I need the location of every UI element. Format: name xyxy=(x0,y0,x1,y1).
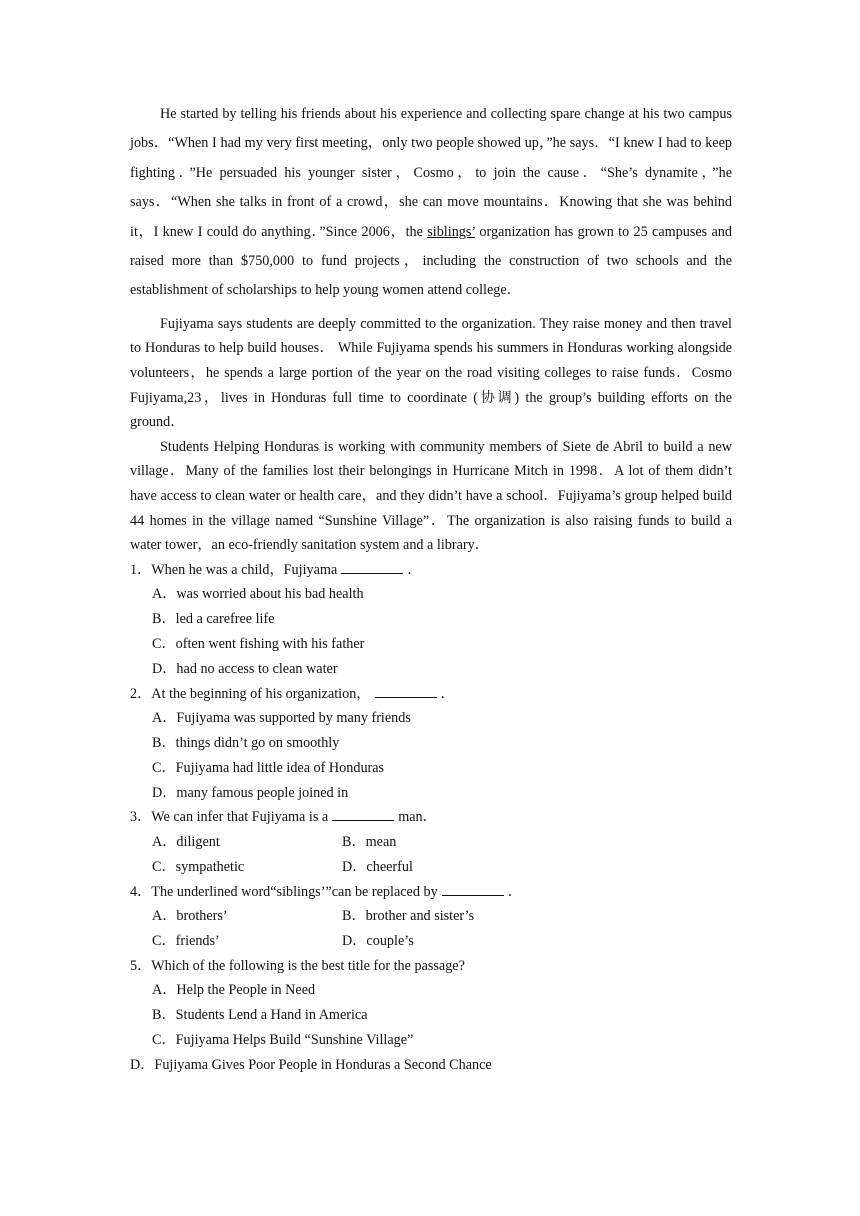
q3-options-row-1 xyxy=(130,830,732,855)
question-1-stem: 1．When he was a child，Fujiyama xyxy=(130,561,338,578)
question-4 xyxy=(130,880,732,905)
question-1 xyxy=(130,558,732,583)
q4-options-row-2 xyxy=(130,929,732,954)
q4-options-row-1 xyxy=(130,904,732,929)
q2-option-b: B．things didn’t go on smoothly xyxy=(152,734,340,751)
q3-option-d: D．cheerful xyxy=(342,858,413,875)
q1-option-d: D．had no access to clean water xyxy=(152,660,338,677)
q5-option-a: A．Help the People in Need xyxy=(152,982,316,999)
question-1-end: ． xyxy=(407,561,422,578)
q2-option-d: D．many famous people joined in xyxy=(152,784,349,801)
question-3-end: man． xyxy=(398,809,437,826)
q4-option-a: A．brothers’ xyxy=(152,908,228,925)
question-2 xyxy=(130,682,732,707)
q1-option-a: A．was worried about his bad health xyxy=(152,586,364,603)
question-4-stem: 4．The underlined word“siblings’”can be replaced by xyxy=(130,883,438,900)
underlined-word: siblings’ xyxy=(427,223,476,240)
paragraph-1-text-b: organization has grown to 25 campuses and raised more than $750,000 to fund projects，including the construction of two schools and the establishment of scholarships to help young women attend college． xyxy=(130,223,732,299)
document-page xyxy=(130,100,732,1078)
q1-option-b: B．led a carefree life xyxy=(152,611,275,628)
question-3 xyxy=(130,805,732,830)
paragraph-2: Fujiyama says students are deeply committed to the organization. They raise money and then travel to Honduras to help build houses． While Fujiyama spends his summers in Honduras working alongside volunteers，he spends a large portion of the year on the road visiting colleges to raise funds．Cosmo Fujiyama,23，lives in Honduras full time to coordinate (协调) the group’s building efforts on the ground． xyxy=(130,315,732,431)
q2-option-a: A．Fujiyama was supported by many friends xyxy=(152,710,411,727)
q4-option-c: C．friends’ xyxy=(152,932,220,949)
answer-blank xyxy=(341,559,403,574)
q3-options-row-2 xyxy=(130,855,732,880)
q4-option-d: D．couple’s xyxy=(342,932,414,949)
q5-option-b: B．Students Lend a Hand in America xyxy=(152,1007,368,1024)
paragraph-1-text-a: He started by telling his friends about his experience and collecting spare change at his two campus jobs．“When I had my very first meeting，only two people showed up，”he says．“I knew I had to keep fighting．”He persuaded his younger sister，Cosmo，to join the cause．“She’s dynamite，”he says．“When she talks in front of a crowd，she can move mountains．Knowing that she was behind it，I knew I could do anything．”Since 2006，the xyxy=(130,106,732,240)
q3-option-c: C．sympathetic xyxy=(152,858,245,875)
q3-option-a: A．diligent xyxy=(152,833,220,850)
paragraph-3: Students Helping Honduras is working with community members of Siete de Abril to build a new village．Many of the families lost their belongings in Hurricane Mitch in 1998．A lot of them didn’t have access to clean water or health care，and they didn’t have a school．Fujiyama’s group helped build 44 homes in the village named “Sunshine Village”．The organization is also raising funds to build a water tower，an eco-friendly sanitation system and a library． xyxy=(130,438,732,554)
q2-option-c: C．Fujiyama had little idea of Honduras xyxy=(152,759,385,776)
q4-option-b: B．brother and sister’s xyxy=(342,908,475,925)
question-2-end: ． xyxy=(440,685,455,702)
answer-blank xyxy=(375,683,437,698)
answer-blank xyxy=(332,806,394,821)
question-5: 5．Which of the following is the best title for the passage? xyxy=(130,957,465,974)
q5-option-d: D．Fujiyama Gives Poor People in Honduras a Second Chance xyxy=(130,1056,492,1073)
q3-option-b: B．mean xyxy=(342,833,397,850)
paragraph-1 xyxy=(130,100,732,306)
q5-option-c: C．Fujiyama Helps Build “Sunshine Village” xyxy=(152,1031,414,1048)
question-2-stem: 2．At the beginning of his organization， xyxy=(130,685,371,702)
question-3-stem: 3．We can infer that Fujiyama is a xyxy=(130,809,329,826)
question-4-end: ． xyxy=(507,883,522,900)
answer-blank xyxy=(442,881,504,896)
q1-option-c: C．often went fishing with his father xyxy=(152,635,365,652)
